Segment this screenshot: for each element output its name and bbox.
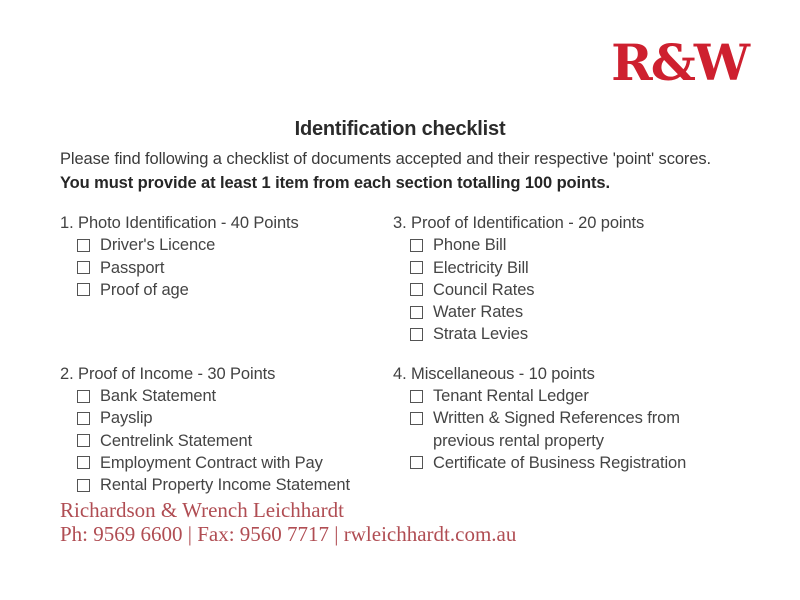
section-heading: 2. Proof of Income - 30 Points [60,364,276,383]
checklist-item [393,452,740,474]
checkbox-icon[interactable] [410,390,423,403]
checklist-item [393,407,740,452]
checklist-item-label: Certificate of Business Registration [433,453,687,472]
checklist-item [60,234,393,256]
checklist-item-label: Tenant Rental Ledger [433,387,589,406]
intro-text [60,148,764,195]
checkbox-icon[interactable] [410,306,423,319]
checklist-item-label: Employment Contract with Pay [100,453,323,472]
checkbox-icon[interactable] [77,239,90,252]
checklist-item [60,385,393,407]
checklist-item [60,430,393,452]
checklist-grid [60,212,762,497]
intro-line-2: You must provide at least 1 item from each section totalling 100 points. [60,173,610,192]
footer [60,498,516,546]
footer-company-name: Richardson & Wrench Leichhardt [60,498,344,522]
checklist-item-label: Proof of age [100,280,189,299]
checklist-item-label: Centrelink Statement [100,431,253,450]
section-proof-of-income [60,363,393,497]
checklist-item [393,257,740,279]
checkbox-icon[interactable] [77,390,90,403]
checklist-item-label: Driver's Licence [100,236,216,255]
checkbox-icon[interactable] [410,412,423,425]
rw-logo: R&W [611,33,748,92]
checklist-item [393,279,740,301]
checklist-item [60,407,393,429]
checkbox-icon[interactable] [77,456,90,469]
section-heading: 1. Photo Identification - 40 Points [60,214,299,232]
section-photo-identification [60,212,393,346]
section-heading: 3. Proof of Identification - 20 points [393,214,645,232]
checklist-item [60,279,393,301]
checklist-item [60,452,393,474]
checklist-item-label: Payslip [100,409,153,428]
checklist-item [60,474,393,496]
section-heading: 4. Miscellaneous - 10 points [393,364,595,383]
checklist-item-label: Bank Statement [100,387,217,406]
checkbox-icon[interactable] [410,283,423,296]
checklist-item [393,234,740,256]
checkbox-icon[interactable] [410,261,423,274]
checklist-item [393,385,740,407]
checklist-item-label: Council Rates [433,280,535,299]
checkbox-icon[interactable] [77,412,90,425]
checklist-item-label: Passport [100,258,165,277]
page-title: Identification checklist [294,118,506,140]
checklist-item-label: Written & Signed References from previous rental property [433,409,680,450]
checklist-item [393,301,740,323]
checklist-item [393,323,740,345]
checklist-item-label: Water Rates [433,303,523,322]
checkbox-icon[interactable] [77,479,90,492]
footer-contact-line: Ph: 9569 6600 | Fax: 9560 7717 | rwleichhardt.com.au [60,522,517,546]
checkbox-icon[interactable] [77,283,90,296]
checklist-item-label: Electricity Bill [433,258,529,277]
section-miscellaneous [393,363,740,497]
checkbox-icon[interactable] [410,456,423,469]
checkbox-icon[interactable] [410,328,423,341]
checkbox-icon[interactable] [77,434,90,447]
checklist-item [60,257,393,279]
checklist-item-label: Phone Bill [433,236,507,255]
checklist-item-label: Strata Levies [433,325,529,344]
checkbox-icon[interactable] [410,239,423,252]
checkbox-icon[interactable] [77,261,90,274]
checklist-item-label: Rental Property Income Statement [100,476,350,495]
intro-line-1: Please find following a checklist of documents accepted and their respective 'point' scores. [60,150,712,168]
section-proof-of-identification [393,212,740,346]
